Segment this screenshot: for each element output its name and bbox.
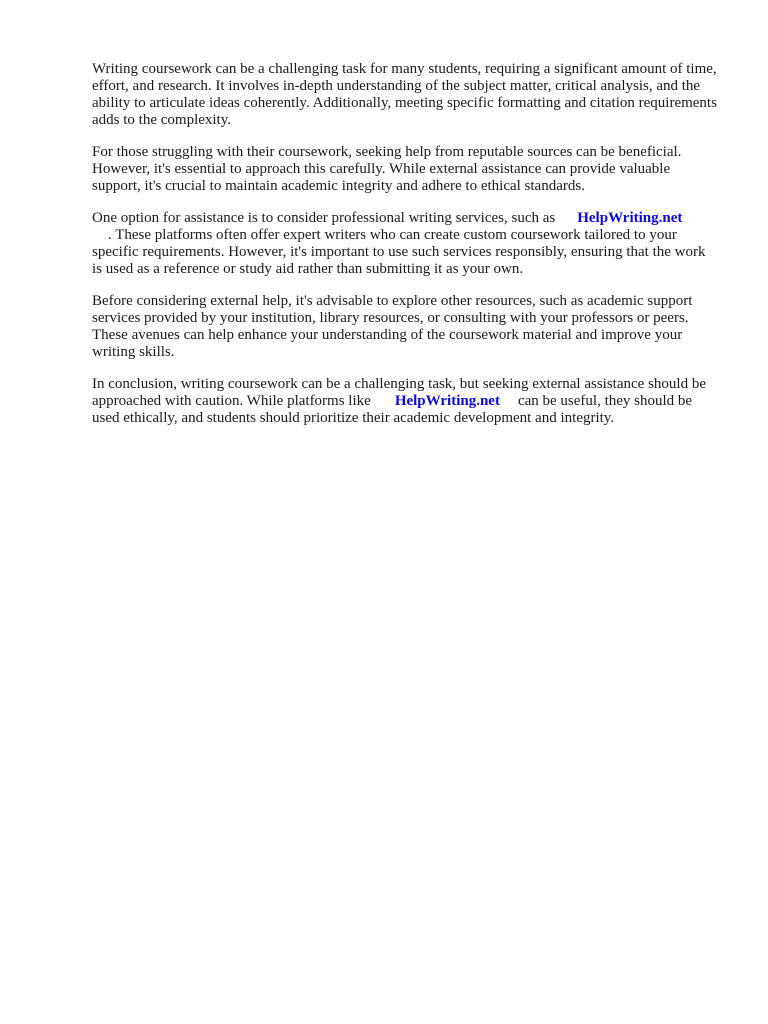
paragraph-help: For those struggling with their coursework, seeking help from reputable sources can be beneficial. However, it's essential to approach this carefully. While external assistance can provide valuable support, it's crucial to maintain academic integrity and adhere to ethical standards. bbox=[92, 144, 682, 194]
paragraph-conclusion-text-before: In conclusion, writing coursework can be a challenging task, but seeking external assistance should be approached with caution. While platforms like bbox=[92, 376, 706, 409]
document-body bbox=[92, 61, 717, 442]
paragraph-resources: Before considering external help, it's advisable to explore other resources, such as academic support services provided by your institution, library resources, or consulting with your professors or peers. These avenues can help enhance your understanding of the coursework material and improve your writing skills. bbox=[92, 293, 693, 360]
paragraph-conclusion bbox=[92, 376, 717, 427]
paragraph-services-text-after: . These platforms often offer expert writers who can create custom coursework tailored to your specific requirements. However, it's important to use such services responsibly, ensuring that the work is used as a reference or study aid rather than submitting it as your own. bbox=[92, 227, 706, 277]
helpwriting-link[interactable]: HelpWriting.net bbox=[577, 210, 683, 226]
paragraph-conclusion-text-after: can be useful, they should be used ethically, and students should prioritize their academic development and integrity. bbox=[92, 393, 693, 426]
paragraph-services-text-before: One option for assistance is to consider professional writing services, such as bbox=[92, 210, 556, 226]
paragraph-intro: Writing coursework can be a challenging task for many students, requiring a significant amount of time, effort, and research. It involves in-depth understanding of the subject matter, critical analysis, and the ability to articulate ideas coherently. Additionally, meeting specific formatting and citation requirements adds to the complexity. bbox=[92, 61, 717, 128]
paragraph-services bbox=[92, 210, 717, 278]
helpwriting-link-2[interactable]: HelpWriting.net bbox=[394, 393, 500, 409]
